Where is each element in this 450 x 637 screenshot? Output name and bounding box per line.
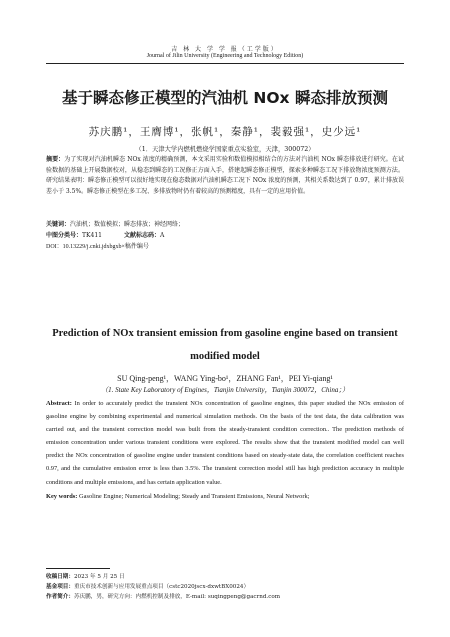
received-label: 收稿日期： (46, 574, 74, 580)
keywords-cn (46, 219, 404, 228)
fund-value: 重庆市技术创新与应用发展重点项目（cstc2020jscx-dxwtBX0024） (73, 584, 250, 590)
received-value: 2023 年 5 月 25 日 (73, 574, 125, 580)
footnote-divider (46, 568, 110, 569)
abstract-cn-text: 为了实现对汽油机瞬态 NOx 浓度的精确预测，本文采用实验和数值模拟相结合的方法对汽油机 NOx 瞬态排放进行研究。在试验数据的基础上开展数据校对，从稳态到瞬态的工况修正方面入手，搭建起瞬态修正模型，探索多种瞬态工况下排放物浓度预测方法。研究结果表明：瞬态修正模型可以很好地实现在稳态数据对汽油机瞬态工况下 NOx 浓度的预测，其相关系数达到了 0.97，累计排放误差小于 3.5%。瞬态修正模型在多工况、多排放物时仍有着较高的预测精度，具有一定的应用价值。 (46, 156, 404, 195)
author-bio-value: 苏庆鹏，男，研究方向：内燃机控制及排放，E-mail: suqingpeng@gacrnd.com (73, 594, 281, 600)
keywords-en-text: Gasoline Engine; Numerical Modeling; Steady and Transient Emissions, Neural Network; (79, 493, 310, 500)
keywords-cn-label: 关键词： (46, 221, 71, 228)
affiliation-cn: （1．天津大学内燃机燃烧学国家重点实验室，天津，300072） (135, 146, 315, 153)
abstract-cn-label: 摘要： (46, 156, 65, 163)
abstract-en (46, 397, 404, 489)
abstract-cn (46, 155, 404, 197)
author-bio-label: 作者简介： (46, 594, 74, 600)
clc-value: TK411 (82, 232, 102, 239)
keywords-en-label: Key words: (46, 493, 78, 500)
fund-label: 基金项目： (46, 584, 74, 590)
keywords-en (46, 493, 404, 500)
doc-code-label: 文献标志码： (123, 232, 160, 239)
classification-cn (46, 230, 404, 239)
clc-label: 中图分类号： (46, 232, 83, 239)
footnote-fund (46, 582, 404, 592)
authors-cn: 苏庆鹏¹，王膺博¹，张帆¹，秦静¹，裴毅强¹，史少远¹ (88, 126, 362, 138)
paper-title-en: Prediction of NOx transient emission from gasoline engine based on transient modified model (52, 328, 398, 362)
footnote-received (46, 572, 404, 582)
abstract-en-label: Abstract: (46, 400, 72, 407)
keywords-cn-text: 汽油机；数值模拟；瞬态排放；神经网络； (70, 221, 185, 228)
doi-line: DOI：10.13229/j.cnki.jdxbgxb×稿件编号 (46, 244, 149, 250)
header-divider (46, 63, 404, 64)
paper-title-cn: 基于瞬态修正模型的汽油机 NOx 瞬态排放预测 (62, 89, 388, 107)
abstract-en-text: In order to accurately predict the transient NOx concentration of gasoline engines, this paper studied the NOx emission of gasoline engine by combining experimental and numerical simulation methods. On the basis of the test data, the data calibration was carried out, and the transient correction model was built from the steady-transient condition correction.. The prediction methods of emission concentration under various transient conditions were explored. The results show that the transient modified model can well predict the NOx concentration of gasoline engine under transient conditions based on steady-state data, the correlation coefficient reaches 0.97, and the cumulative emission error is less than 3.5%. The transient correction model still has high prediction accuracy in multiple conditions and multiple emissions, and has certain application value. (46, 400, 404, 486)
journal-title-en: Journal of Jilin University (Engineering and Technology Edition) (146, 53, 304, 59)
affiliation-en: （1. State Key Laboratory of Engines，Tianjin University，Tianjin 300072，China；） (101, 386, 349, 394)
journal-title-cn: 吉 林 大 学 学 报（工学版） (171, 46, 279, 53)
footnote-author (46, 592, 404, 602)
doc-code-value: A (159, 232, 165, 239)
authors-en: SU Qing-peng¹，WANG Ying-bo¹，ZHANG Fan¹，PEI Yi-qiang¹ (117, 374, 333, 383)
